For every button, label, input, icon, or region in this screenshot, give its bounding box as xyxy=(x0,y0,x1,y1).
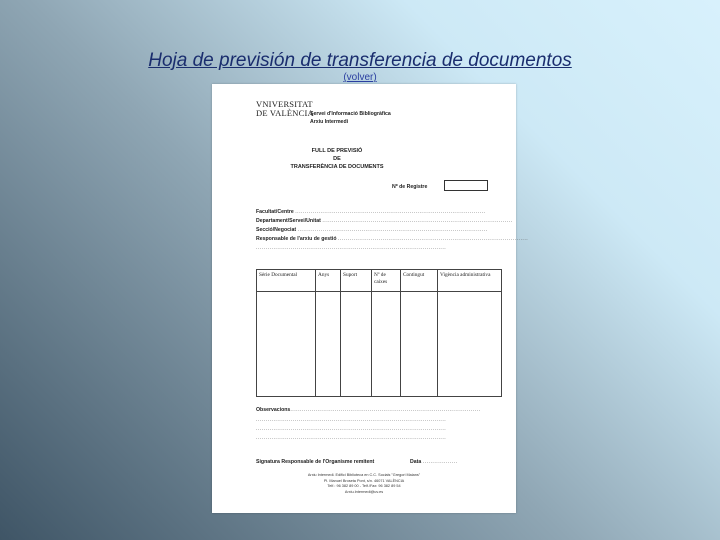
faculty-dots: .................................................................................................. xyxy=(295,209,486,215)
section-field xyxy=(256,227,488,233)
header-caixes: Nº de caixes xyxy=(372,270,401,292)
manager-label: Responsable de l'arxiu de gestió xyxy=(256,236,337,242)
table-cell xyxy=(372,292,401,397)
department-field xyxy=(256,218,513,224)
observations-dots: .................................................................................................. xyxy=(290,407,481,413)
observations-dots-4: .................................................................................................. xyxy=(256,435,447,441)
manager-dots: .................................................................................................. xyxy=(337,236,529,242)
header-anys: Anys xyxy=(316,270,341,292)
extra-dots: .................................................................................................. xyxy=(256,245,447,251)
observations-label: Observacions xyxy=(256,407,291,413)
service-line-1: Servei d'Informació Bibliogràfica xyxy=(310,111,391,117)
form-title-line-2: DE xyxy=(333,155,341,162)
back-link[interactable]: (volver) xyxy=(343,72,377,83)
signature-label: Signatura Responsable de l'Organisme remitent xyxy=(256,459,375,465)
header-contingut: Contingut xyxy=(401,270,438,292)
footer-line-4: Arxiu.Intermedi@uv.es xyxy=(344,489,384,494)
extra-dots-line xyxy=(256,245,474,251)
observations-line-2 xyxy=(256,417,474,423)
table-cell xyxy=(438,292,502,397)
registry-label: Nº de Registre xyxy=(392,184,428,190)
university-logo xyxy=(256,100,314,118)
documents-table xyxy=(256,269,502,397)
form-document-image xyxy=(212,84,529,513)
table-cell xyxy=(341,292,372,397)
header-vigencia: Vigència administrativa xyxy=(438,270,502,292)
department-dots: .................................................................................................. xyxy=(322,218,513,224)
header-suport: Suport xyxy=(341,270,372,292)
form-title xyxy=(282,148,392,171)
date-field xyxy=(410,459,458,465)
observations-dots-3: .................................................................................................. xyxy=(256,426,447,432)
date-label: Data xyxy=(410,459,422,465)
faculty-label: Facultat/Centre xyxy=(256,209,294,215)
footer-address xyxy=(252,473,476,495)
footer-line-2: Pl. Manuel Broseta Pont, s/n. 46071 VALÈNCIA xyxy=(323,478,405,483)
observations-dots-2: .................................................................................................. xyxy=(256,417,447,423)
observations-line-3 xyxy=(256,426,474,432)
logo-line-2: DE VALÈNCIA xyxy=(256,108,314,118)
faculty-field xyxy=(256,209,486,215)
department-label: Departament/Servei/Unitat xyxy=(256,218,321,224)
service-line-2: Arxiu Intermedi xyxy=(310,118,349,125)
slide-title: Hoja de previsión de transferencia de documentos xyxy=(148,50,572,71)
service-heading xyxy=(310,111,391,126)
footer-line-1: Arxiu Intermedi. Edifici Biblioteca en C.C. Socials "Gregori Maians" xyxy=(307,473,421,477)
section-label: Secció/Negociat xyxy=(256,227,297,233)
form-title-line-3: TRANSFERÈNCIA DE DOCUMENTS xyxy=(290,163,384,170)
logo-line-1: VNIVERSITAT xyxy=(256,99,313,109)
footer-line-3: Telf.: 96 382 89 00 - Telf./Fax: 96 382 89 54 xyxy=(327,484,401,488)
table-cell xyxy=(316,292,341,397)
date-dots: .................. xyxy=(422,459,458,465)
form-title-line-1: FULL DE PREVISIÓ xyxy=(311,148,363,154)
observations-line-4 xyxy=(256,435,474,441)
observations-field xyxy=(256,407,481,413)
manager-field xyxy=(256,236,529,242)
header-serie: Sèrie Documental xyxy=(257,270,316,292)
section-dots: .................................................................................................. xyxy=(297,227,488,233)
table-cell xyxy=(401,292,438,397)
registry-number-box xyxy=(444,180,488,191)
table-cell xyxy=(257,292,316,397)
